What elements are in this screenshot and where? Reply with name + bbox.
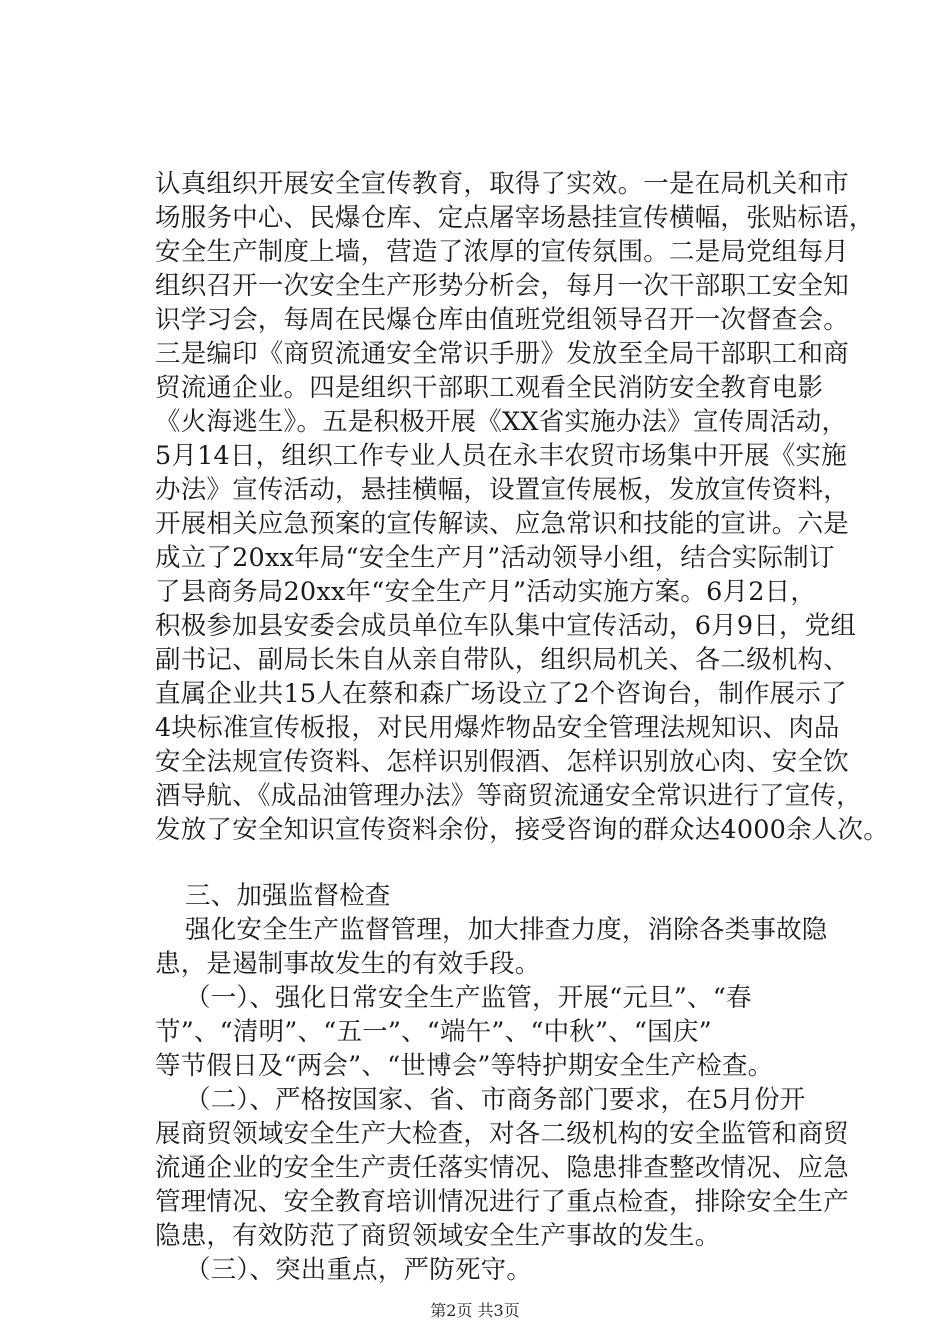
text-line: 4块标准宣传板报，对民用爆炸物品安全管理法规知识、肉品 [155,713,840,743]
text-line: 积极参加县安委会成员单位车队集中宣传活动，6月9日，党组 [155,611,857,641]
text-line: 管理情况、安全教育培训情况进行了重点检查，排除安全生产 [155,1187,849,1217]
text-line: 认真组织开展安全宣传教育，取得了实效。一是在局机关和市 [155,169,849,199]
text-line: 副书记、副局长朱自从亲自带队，组织局机关、各二级机构、 [155,645,849,675]
text-line: 安全生产制度上墙，营造了浓厚的宣传氛围。二是局党组每月 [155,237,849,267]
text-line: 流通企业的安全生产责任落实情况、隐患排查整改情况、应急 [155,1153,849,1183]
text-line: （一）、强化日常安全生产监管，开展“元旦”、“春 [185,983,752,1013]
text-line: 等节假日及“两会”、“世博会”等特护期安全生产检查。 [155,1051,774,1081]
text-line: 成立了20xx年局“安全生产月”活动领导小组，结合实际制订 [155,543,835,573]
text-line: 《火海逃生》。五是积极开展《XX省实施办法》宣传周活动， [155,407,848,437]
page-footer: 第2页 共3页 [430,1301,520,1320]
text-line: 场服务中心、民爆仓库、定点屠宰场悬挂宣传横幅，张贴标语， [155,203,875,233]
text-line: 患，是遏制事故发生的有效手段。 [155,949,541,979]
text-line: 三是编印《商贸流通安全常识手册》发放至全局干部职工和商 [155,339,849,369]
text-line: 贸流通企业。四是组织干部职工观看全民消防安全教育电影 [155,373,824,403]
text-line: 了县商务局20xx年“安全生产月”活动实施方案。6月2日， [155,577,817,607]
text-line: 酒导航、《成品油管理办法》等商贸流通安全常识进行了宣传， [155,781,862,811]
text-line: 发放了安全知识宣传资料余份，接受咨询的群众达4000余人次。 [155,815,889,845]
text-line: 隐患，有效防范了商贸领域安全生产事故的发生。 [155,1221,721,1251]
text-line: 展商贸领域安全生产大检查，对各二级机构的安全监管和商贸 [155,1119,849,1149]
text-line: 办法》宣传活动，悬挂横幅，设置宣传展板，发放宣传资料， [155,475,849,505]
text-line: 开展相关应急预案的宣传解读、应急常识和技能的宣讲。六是 [155,509,849,539]
text-line: 直属企业共15人在蔡和森广场设立了2个咨询台，制作展示了 [155,679,847,709]
text-line: 识学习会，每周在民爆仓库由值班党组领导召开一次督查会。 [155,305,849,335]
text-line: 节”、“清明”、“五一”、“端午”、“中秋”、“国庆” [155,1017,712,1047]
text-line: （二）、严格按国家、省、市商务部门要求，在5月份开 [185,1085,806,1115]
text-line: （三）、突出重点，严防死守。 [185,1255,533,1285]
section-heading: 三、加强监督检查 [185,881,391,911]
text-line: 5月14日，组织工作专业人员在永丰农贸市场集中开展《实施 [155,441,847,471]
text-line: 组织召开一次安全生产形势分析会，每月一次干部职工安全知 [155,271,849,301]
text-line: 强化安全生产监督管理，加大排查力度，消除各类事故隐 [185,915,828,945]
text-line: 安全法规宣传资料、怎样识别假酒、怎样识别放心肉、安全饮 [155,747,849,777]
